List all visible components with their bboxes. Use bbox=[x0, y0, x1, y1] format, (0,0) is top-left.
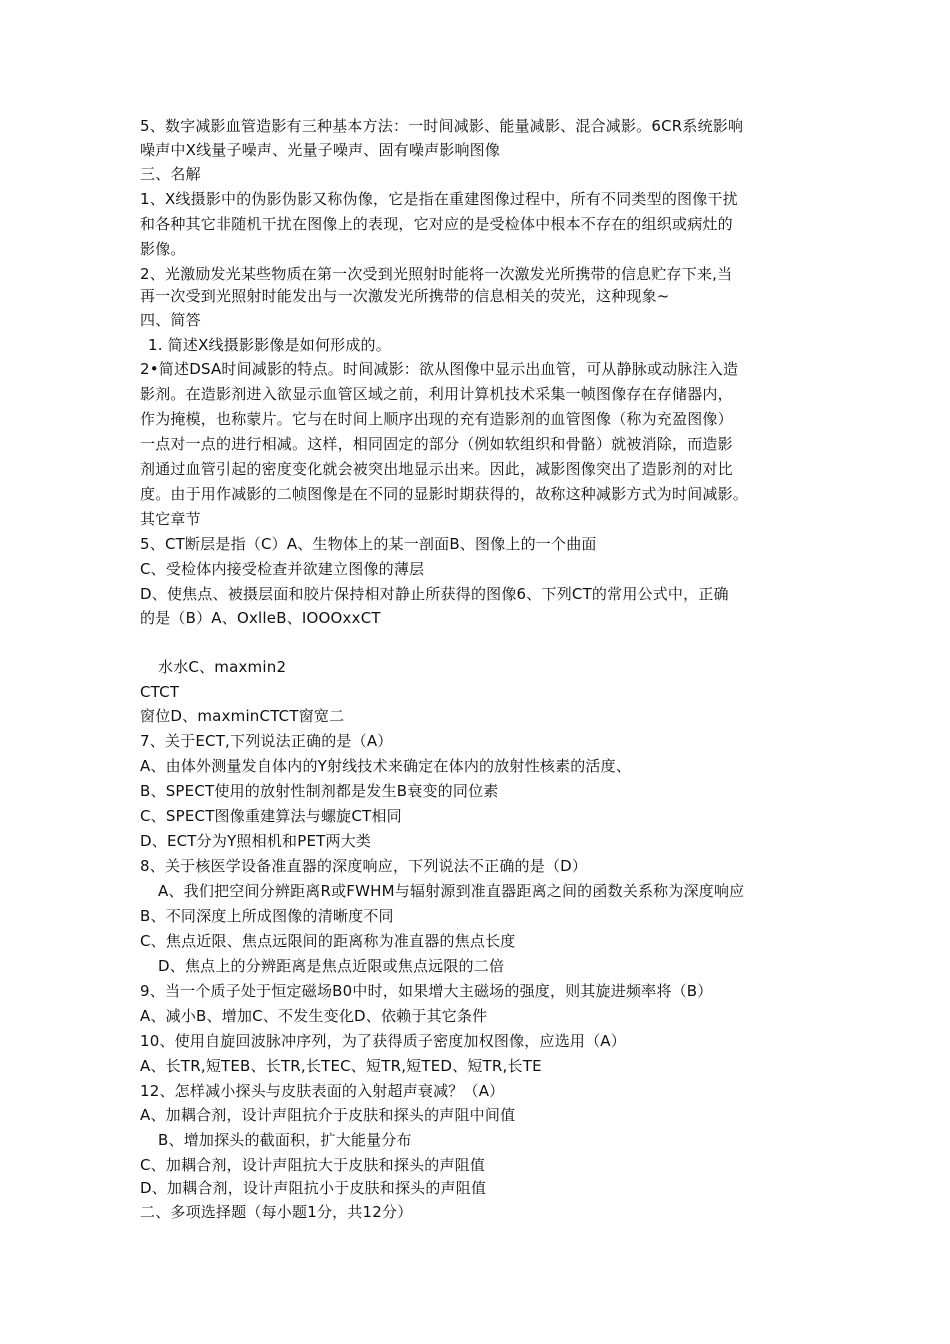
text-line: 和各种其它非随机干扰在图像上的表现，它对应的是受检体中根本不存在的组织或病灶的 bbox=[140, 215, 733, 233]
section-heading: 四、简答 bbox=[140, 311, 201, 329]
text-line: D、使焦点、被摄层面和胶片保持相对静止所获得的图像6、下列CT的常用公式中，正确 bbox=[140, 585, 729, 603]
text-line: C、SPECT图像重建算法与螺旋CT相同 bbox=[140, 807, 402, 825]
text-line: 2•简述DSA时间减影的特点。时间减影：欲从图像中显示出血管，可从静脉或动脉注入造 bbox=[140, 360, 739, 378]
text-line: 剂通过血管引起的密度变化就会被突出地显示出来。因此，减影图像突出了造影剂的对比 bbox=[140, 460, 733, 478]
text-line: 作为掩模，也称蒙片。它与在时间上顺序出现的充有造影剂的血管图像（称为充盈图像） bbox=[140, 410, 733, 428]
section-heading: 二、多项选择题（每小题1分，共12分） bbox=[140, 1203, 413, 1221]
text-line: C、受检体内接受检查并欲建立图像的薄层 bbox=[140, 560, 425, 578]
text-line: 再一次受到光照射时能发出与一次激发光所携带的信息相关的荧光，这种现象~ bbox=[140, 287, 670, 305]
text-line: D、ECT分为Y照相机和PET两大类 bbox=[140, 832, 372, 850]
text-line: 2、光激励发光某些物质在第一次受到光照射时能将一次激发光所携带的信息贮存下来,当 bbox=[140, 265, 733, 283]
text-line: A、由体外测量发自体内的Y射线技术来确定在体内的放射性核素的活度、 bbox=[140, 757, 632, 775]
text-line: C、焦点近限、焦点远限间的距离称为准直器的焦点长度 bbox=[140, 932, 516, 950]
text-line: CTCT bbox=[140, 683, 180, 701]
text-line: 窗位D、maxminCTCT窗宽二 bbox=[140, 707, 345, 725]
text-line: 12、怎样减小探头与皮肤表面的入射超声衰减？（A） bbox=[140, 1082, 505, 1100]
text-line: D、加耦合剂，设计声阻抗小于皮肤和探头的声阻值 bbox=[140, 1179, 487, 1197]
section-heading: 三、名解 bbox=[140, 165, 201, 183]
text-line: 的是（B）A、OxlleB、IOOOxxCT bbox=[140, 609, 381, 627]
text-line: A、我们把空间分辨距离R或FWHM与辐射源到准直器距离之间的函数关系称为深度响应 bbox=[158, 882, 745, 900]
text-line: C、加耦合剂，设计声阻抗大于皮肤和探头的声阻值 bbox=[140, 1156, 486, 1174]
text-line: 度。由于用作减影的二帧图像是在不同的显影时期获得的，故称这种减影方式为时间减影。 bbox=[140, 485, 749, 503]
text-line: 8、关于核医学设备准直器的深度响应，下列说法不正确的是（D） bbox=[140, 857, 588, 875]
text-line: 10、使用自旋回波脉冲序列，为了获得质子密度加权图像，应选用（A） bbox=[140, 1032, 626, 1050]
text-line: 一点对一点的进行相减。这样，相同固定的部分（例如软组织和骨骼）就被消除，而造影 bbox=[140, 435, 733, 453]
text-line: A、减小B、增加C、不发生变化D、依赖于其它条件 bbox=[140, 1007, 488, 1025]
text-line: 9、当一个质子处于恒定磁场B0中时，如果增大主磁场的强度，则其旋进频率将（B） bbox=[140, 982, 713, 1000]
text-line: D、焦点上的分辨距离是焦点近限或焦点远限的二倍 bbox=[158, 957, 505, 975]
text-line: 5、CT断层是指（C）A、生物体上的某一剖面B、图像上的一个曲面 bbox=[140, 535, 597, 553]
text-line: 噪声中X线量子噪声、光量子噪声、固有噪声影响图像 bbox=[140, 141, 501, 159]
text-line: 影剂。在造影剂进入欲显示血管区域之前，利用计算机技术采集一帧图像存在存储器内， bbox=[140, 385, 733, 403]
text-line: 1. 简述X线摄影影像是如何形成的。 bbox=[148, 336, 391, 354]
text-line: B、增加探头的截面积，扩大能量分布 bbox=[158, 1131, 412, 1149]
text-line: 1、X线摄影中的伪影伪影又称伪像，它是指在重建图像过程中，所有不同类型的图像干扰 bbox=[140, 190, 738, 208]
text-line: A、长TR,短TEB、长TR,长TEC、短TR,短TED、短TR,长TE bbox=[140, 1057, 542, 1075]
section-heading: 其它章节 bbox=[140, 510, 201, 528]
text-line: B、SPECT使用的放射性制剂都是发生B衰变的同位素 bbox=[140, 782, 499, 800]
text-line: 7、关于ECT,下列说法正确的是（A） bbox=[140, 732, 393, 750]
text-line: A、加耦合剂，设计声阻抗介于皮肤和探头的声阻中间值 bbox=[140, 1106, 516, 1124]
text-line: 影像。 bbox=[140, 240, 186, 258]
text-line: B、不同深度上所成图像的清晰度不同 bbox=[140, 907, 394, 925]
text-line: 水水C、maxmin2 bbox=[158, 658, 287, 676]
text-line: 5、数字减影血管造影有三种基本方法：一时间减影、能量减影、混合减影。6CR系统影响 bbox=[140, 117, 744, 135]
